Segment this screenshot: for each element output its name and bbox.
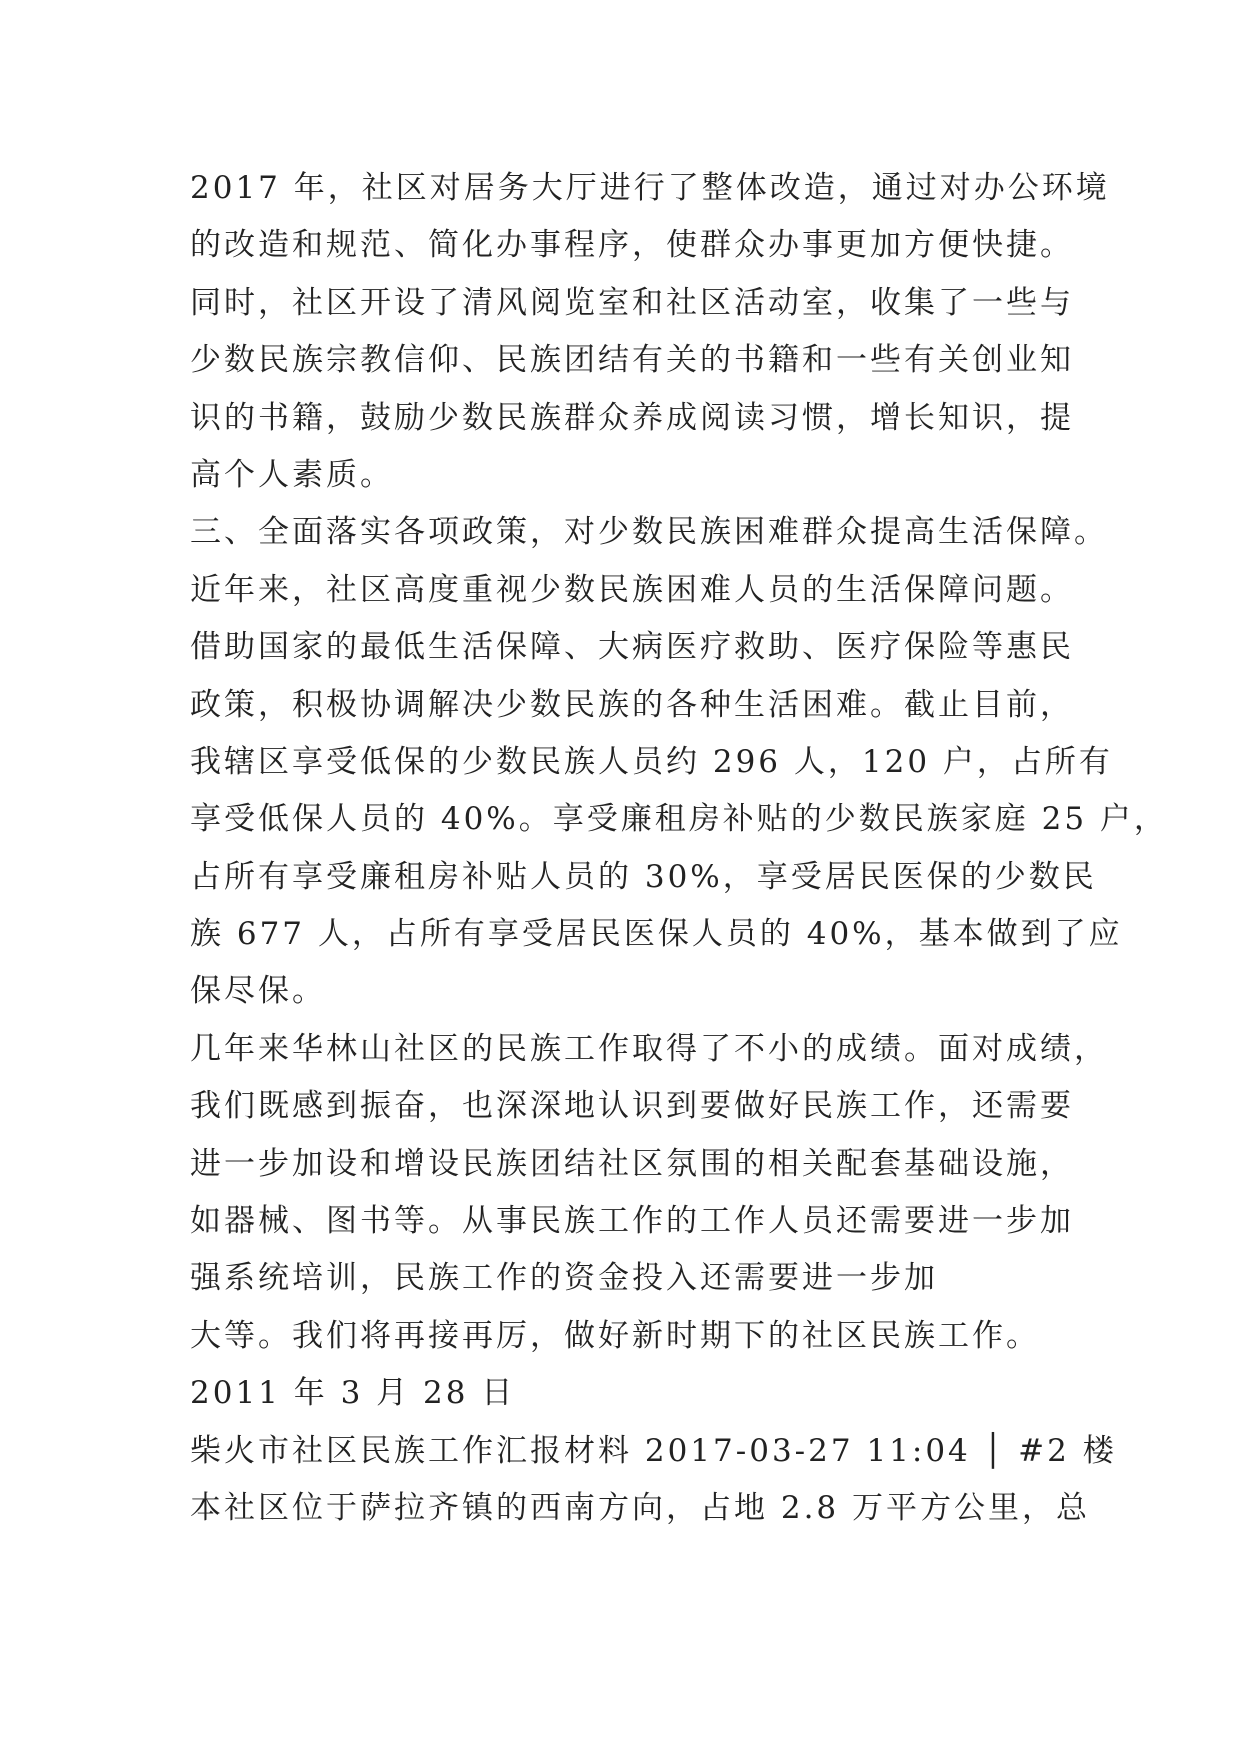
text-line: 识的书籍，鼓励少数民族群众养成阅读习惯，增长知识，提 — [190, 399, 1074, 436]
text-line: 我们既感到振奋，也深深地认识到要做好民族工作，还需要 — [190, 1088, 1074, 1125]
text-line: 的改造和规范、简化办事程序，使群众办事更加方便快捷。 — [190, 227, 1074, 264]
text-line: 强系统培训，民族工作的资金投入还需要进一步加 — [190, 1260, 938, 1297]
text-line: 几年来华林山社区的民族工作取得了不小的成绩。面对成绩， — [190, 1030, 1108, 1067]
date-line: 2011 年 3 月 28 日 — [190, 1375, 516, 1412]
text-line: 同时，社区开设了清风阅览室和社区活动室，收集了一些与 — [190, 284, 1074, 321]
text-line: 借助国家的最低生活保障、大病医疗救助、医疗保险等惠民 — [190, 629, 1074, 666]
text-line: 族 677 人，占所有享受居民医保人员的 40%，基本做到了应 — [190, 916, 1123, 953]
text-line: 我辖区享受低保的少数民族人员约 296 人，120 户，占所有 — [190, 743, 1113, 780]
text-line: 大等。我们将再接再厉，做好新时期下的社区民族工作。 — [190, 1317, 1040, 1354]
text-line: 少数民族宗教信仰、民族团结有关的书籍和一些有关创业知 — [190, 342, 1074, 379]
text-line: 如器械、图书等。从事民族工作的工作人员还需要进一步加 — [190, 1203, 1074, 1240]
post-header-line: 柴火市社区民族工作汇报材料 2017-03-27 11:04 │ #2 楼 — [190, 1432, 1117, 1469]
text-line: 2017 年，社区对居务大厅进行了整体改造，通过对办公环境 — [190, 170, 1110, 206]
text-line: 政策，积极协调解决少数民族的各种生活困难。截止目前， — [190, 686, 1074, 723]
body-text — [190, 160, 1168, 1537]
section-heading: 三、全面落实各项政策，对少数民族困难群众提高生活保障。 — [190, 514, 1108, 551]
text-line: 保尽保。 — [190, 973, 326, 1010]
text-line: 占所有享受廉租房补贴人员的 30%，享受居民医保的少数民 — [190, 858, 1097, 895]
text-line: 本社区位于萨拉齐镇的西南方向，占地 2.8 万平方公里，总 — [190, 1489, 1091, 1526]
text-line: 享受低保人员的 40%。享受廉租房补贴的少数民族家庭 25 户， — [190, 801, 1168, 838]
text-line: 高个人素质。 — [190, 456, 394, 493]
text-line: 近年来，社区高度重视少数民族困难人员的生活保障问题。 — [190, 571, 1074, 608]
text-line: 进一步加设和增设民族团结社区氛围的相关配套基础设施， — [190, 1145, 1074, 1182]
